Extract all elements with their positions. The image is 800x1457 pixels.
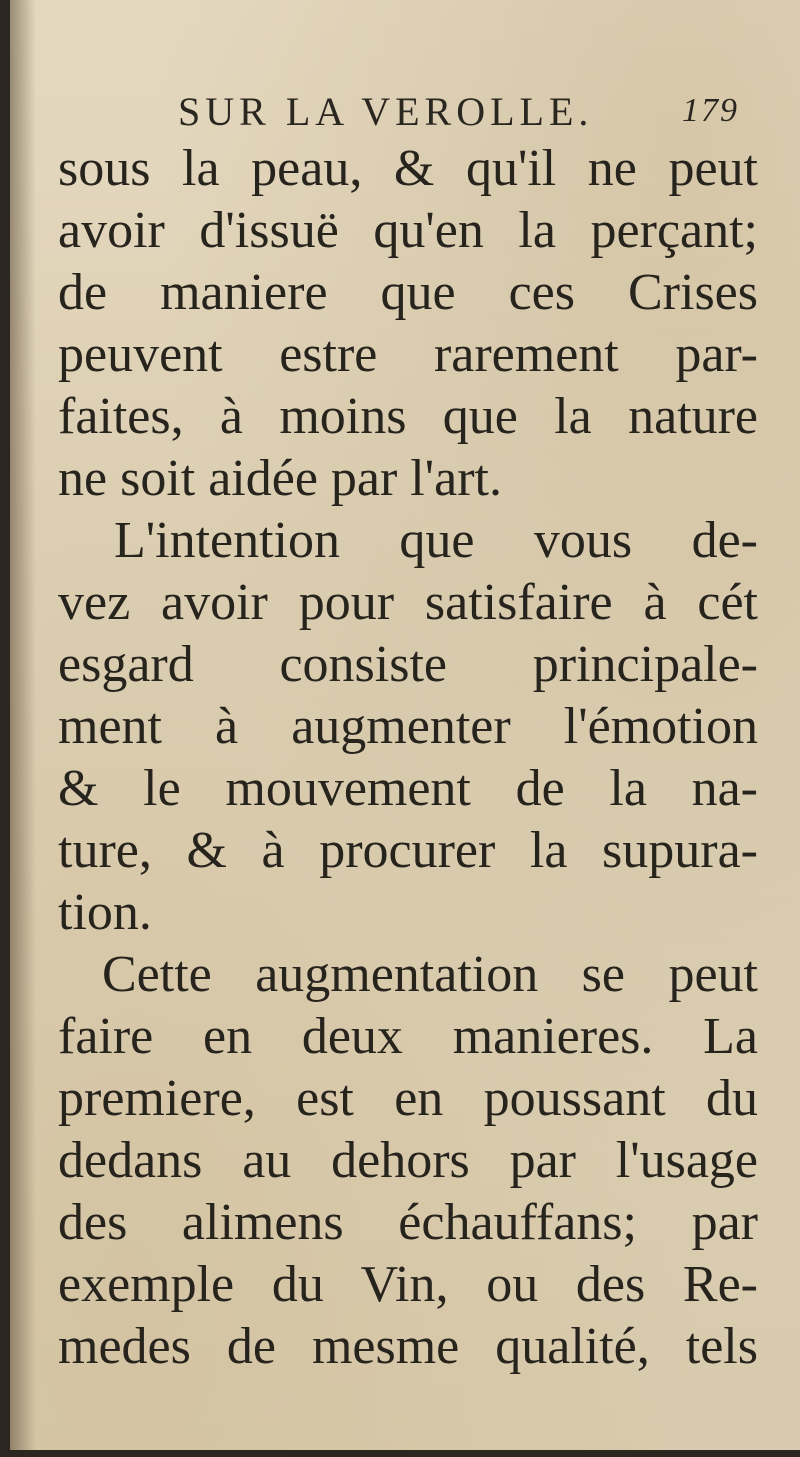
text-line: faire en deux manieres. La (58, 1008, 758, 1065)
page-gutter-shadow (10, 0, 36, 1450)
text-line: vez avoir pour satisfaire à cét (58, 574, 758, 631)
text-line: tion. (58, 884, 152, 941)
book-page (10, 0, 800, 1450)
text-line: medes de mesme qualité, tels (58, 1318, 758, 1375)
text-line: sous la peau, & qu'il ne peut (58, 140, 758, 197)
text-line: premiere, est en poussant du (58, 1070, 758, 1127)
running-head: SUR LA VEROLLE. (178, 89, 594, 134)
text-line: & le mouvement de la na- (58, 760, 758, 817)
text-line: des alimens échauffans; par (58, 1194, 758, 1251)
text-line: ture, & à procurer la supura- (58, 822, 758, 879)
text-line: Cette augmentation se peut (102, 946, 758, 1003)
text-line: peuvent estre rarement par- (58, 326, 758, 383)
text-line: faites, à moins que la nature (58, 388, 758, 445)
text-line: ne soit aidée par l'art. (58, 450, 502, 507)
text-line: L'intention que vous de- (114, 512, 758, 569)
text-line: avoir d'issuë qu'en la perçant; (58, 202, 758, 259)
body-text (58, 138, 758, 1378)
text-line: de maniere que ces Crises (58, 264, 758, 321)
text-line: dedans au dehors par l'usage (58, 1132, 758, 1189)
page-number: 179 (682, 92, 739, 129)
text-line: exemple du Vin, ou des Re- (58, 1256, 758, 1313)
text-line: ment à augmenter l'émotion (58, 698, 758, 755)
text-line: esgard consiste principale- (58, 636, 758, 693)
